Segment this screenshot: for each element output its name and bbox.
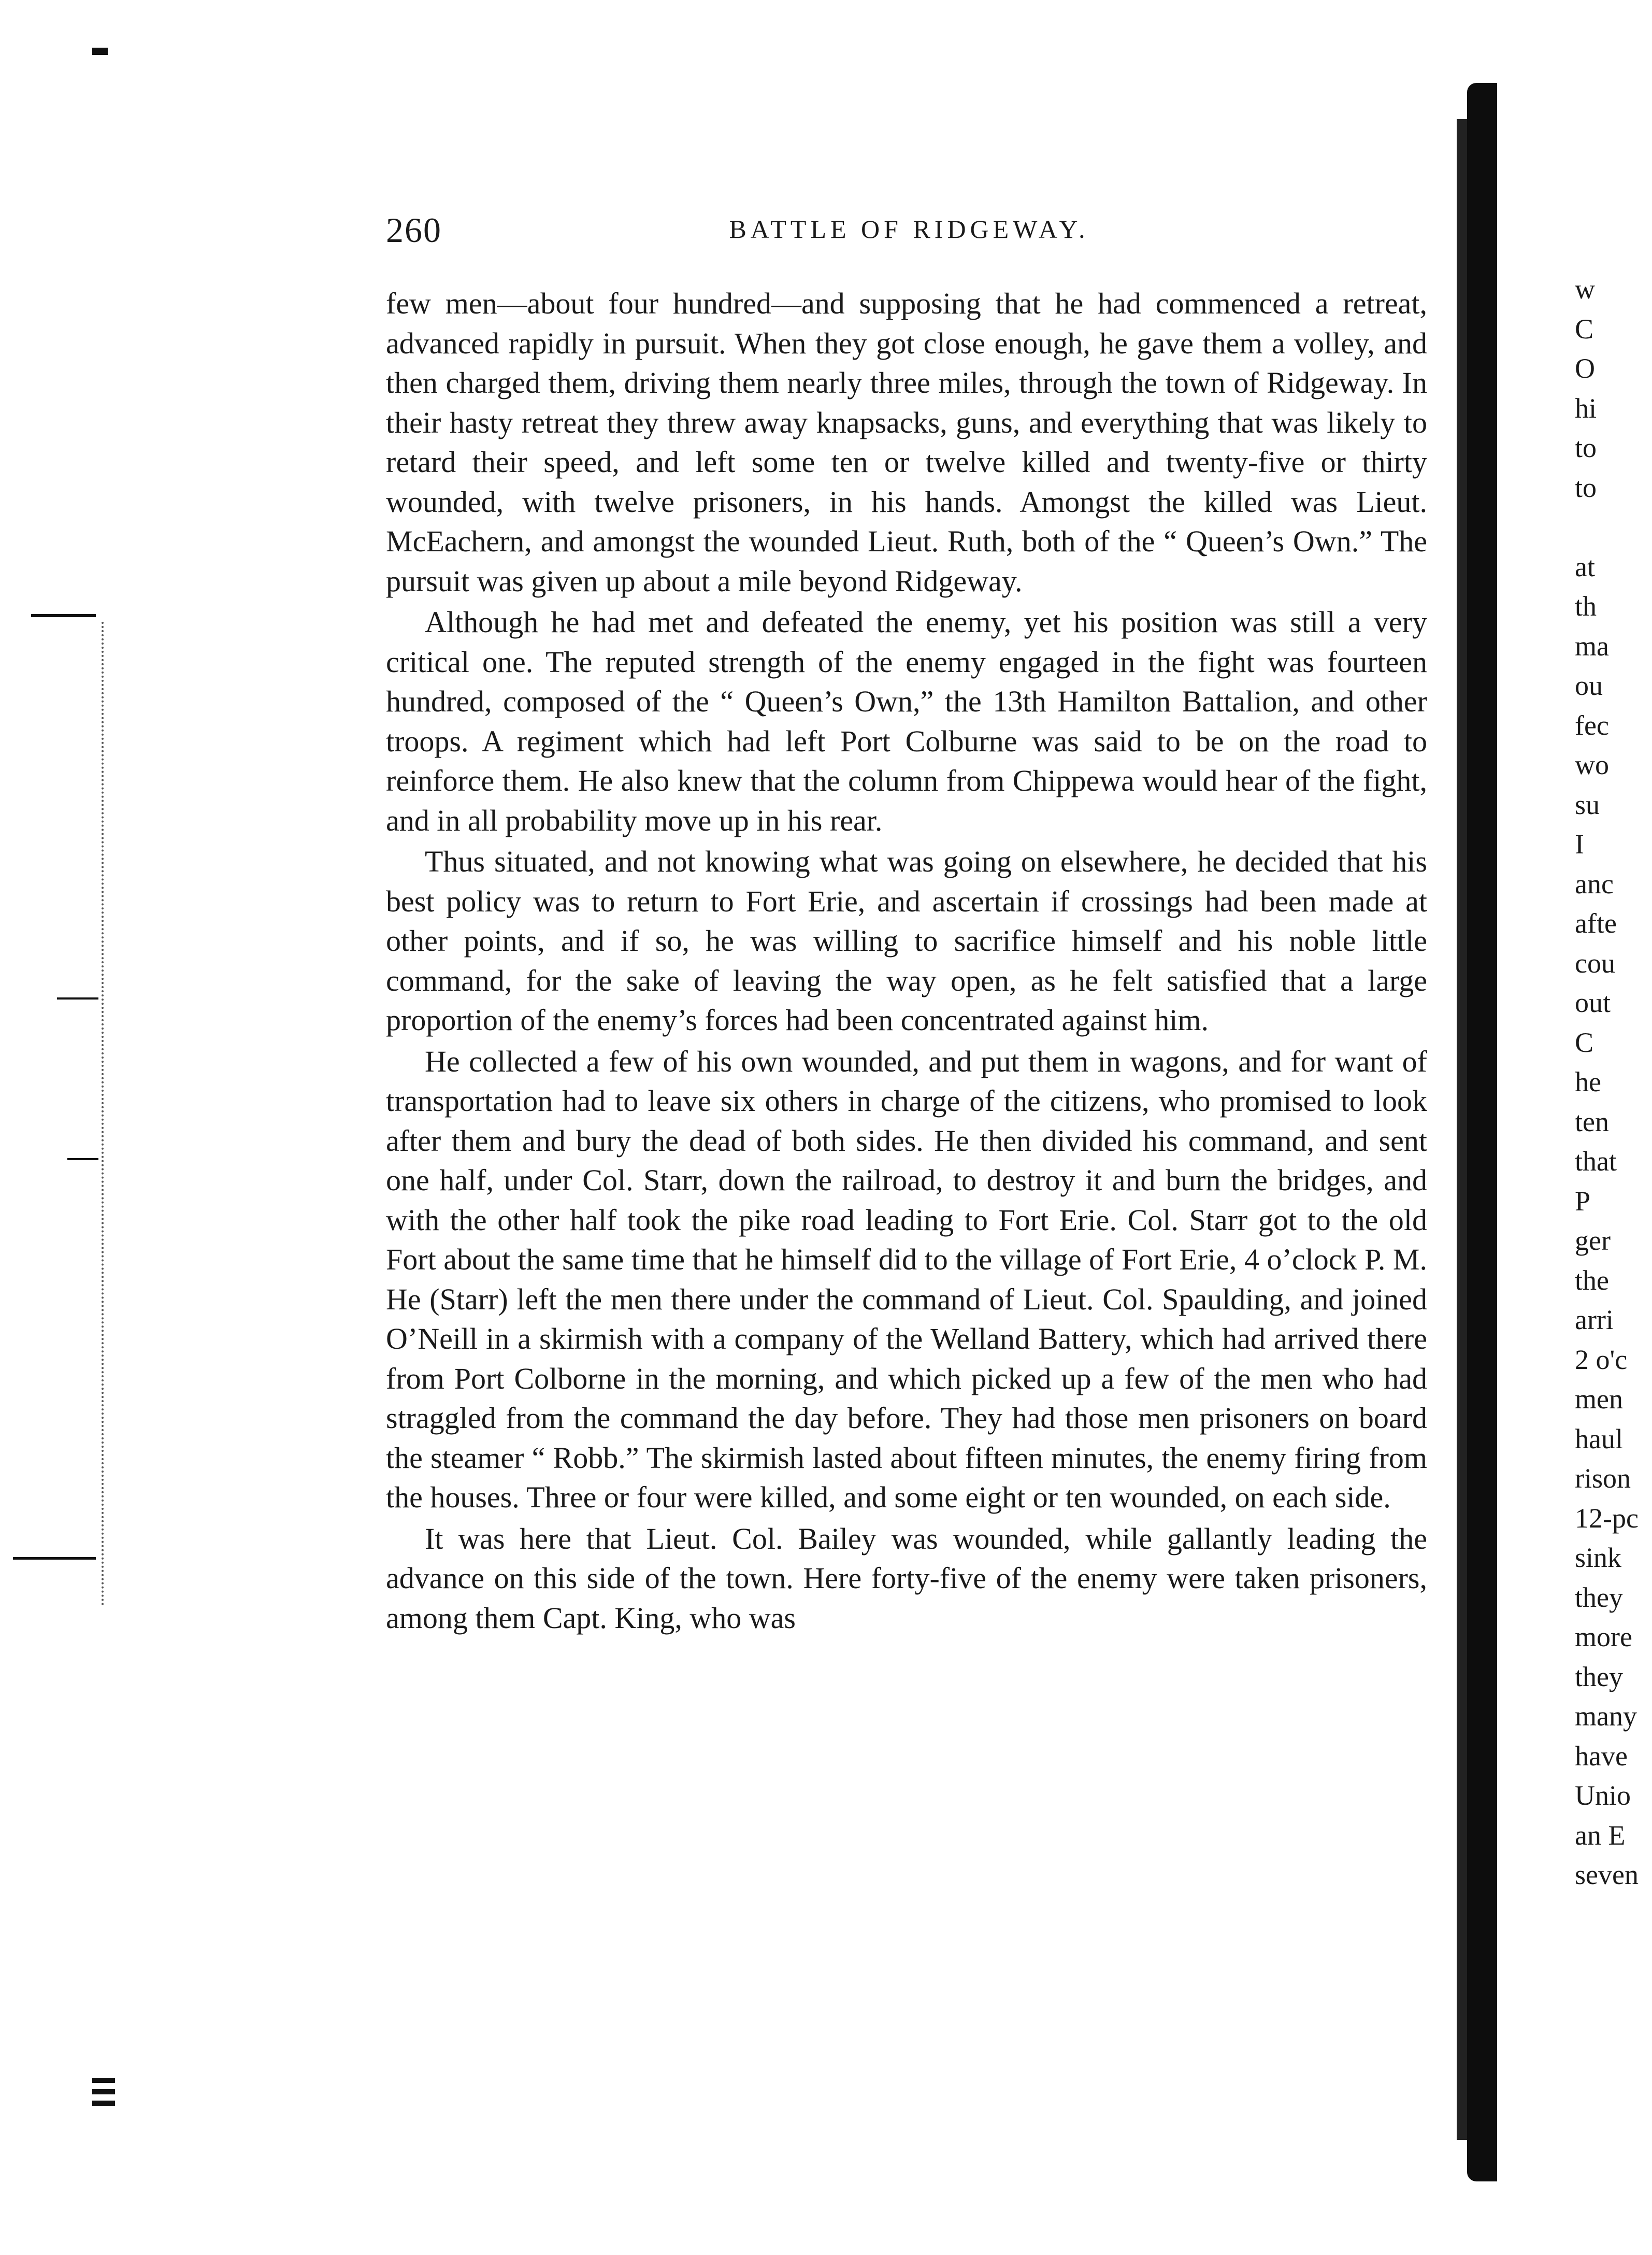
facing-page-line: ma: [1575, 630, 1609, 662]
facing-page-line: arri: [1575, 1304, 1614, 1335]
facing-page-line: 12-pc: [1575, 1502, 1639, 1534]
facing-page-line: P: [1575, 1185, 1591, 1217]
facing-page-line: he: [1575, 1066, 1601, 1097]
facing-page-line: fec: [1575, 709, 1609, 741]
facing-page-line: the: [1575, 1264, 1609, 1296]
facing-page-line: men: [1575, 1383, 1623, 1415]
margin-rule: [31, 614, 96, 617]
margin-rule: [57, 997, 98, 1000]
facing-page-fragment: [1575, 269, 1652, 1895]
left-margin-scan-noise: [102, 622, 107, 1606]
page-header: [386, 210, 1432, 256]
facing-page-line: seven: [1575, 1859, 1639, 1890]
facing-page-line: anc: [1575, 868, 1614, 900]
facing-page-line: su: [1575, 789, 1600, 820]
facing-page-line: have: [1575, 1740, 1628, 1772]
paragraph: He collected a few of his own wounded, and put them in wagons, and for want of transportation had to leave six others in charge of the citizens, who promised to look after them and bury the dead of both sides. He then divided his command, and sent one half, under Col. Starr, down the railroad, to destroy it and burn the bridges, and with the other half took the pike road leading to Fort Erie. Col. Starr got to the old Fort about the same time that he himself did to the village of Fort Erie, 4 o’clock P. M. He (Starr) left the men there under the command of Lieut. Col. Spaulding, and joined O’Neill in a skirmish with a company of the Welland Battery, which had arrived there from Port Colborne in the morning, and which picked up a few of the men who had straggled from the command the day before. They had those men prisoners on board the steamer “ Robb.” The skirmish lasted about fifteen minutes, the enemy firing from the houses. Three or four were killed, and some eight or ten wounded, on each side.: [386, 1044, 1427, 1514]
page-number: 260: [386, 210, 442, 250]
facing-page-line: an E: [1575, 1819, 1626, 1851]
facing-page-line: many: [1575, 1701, 1637, 1732]
scan-mark: [92, 2101, 115, 2106]
margin-rule: [67, 1158, 98, 1160]
margin-rule: [13, 1557, 96, 1560]
facing-page-line: haul: [1575, 1423, 1623, 1454]
facing-page-line: w: [1575, 274, 1595, 305]
body-text: [386, 284, 1427, 1638]
facing-page-line: rison: [1575, 1463, 1631, 1494]
running-title: BATTLE OF RIDGEWAY.: [729, 215, 1089, 244]
facing-page-line: they: [1575, 1581, 1623, 1613]
facing-page-line: cou: [1575, 947, 1615, 979]
facing-page-line: afte: [1575, 908, 1617, 939]
binding-gutter: [1467, 83, 1497, 2181]
facing-page-line: sink: [1575, 1542, 1622, 1573]
facing-page-line: [1575, 507, 1652, 547]
facing-page-line: ten: [1575, 1106, 1609, 1137]
facing-page-line: at: [1575, 551, 1595, 582]
facing-page-line: they: [1575, 1661, 1623, 1692]
scan-mark: [92, 2078, 115, 2083]
paragraph: few men—about four hundred—and supposing that he had commenced a retreat, advanced rapidly in pursuit. When they got close enough, he gave them a volley, and then charged them, driving them nearly three miles, through the town of Ridgeway. In their hasty retreat they threw away knapsacks, guns, and everything that was likely to retard their speed, and left some ten or twelve killed and twenty-five or thirty wounded, with twelve prisoners, in his hands. Amongst the killed was Lieut. McEachern, and amongst the wounded Lieut. Ruth, both of the “ Queen’s Own.” The pursuit was given up about a mile beyond Ridgeway.: [386, 287, 1427, 598]
scan-mark: [92, 48, 108, 55]
facing-page-line: wo: [1575, 749, 1609, 780]
facing-page-line: O: [1575, 353, 1595, 384]
facing-page-line: hi: [1575, 392, 1597, 424]
paragraph: Thus situated, and not knowing what was going on elsewhere, he decided that his best policy was to return to Fort Erie, and ascertain if crossings had been made at other points, and if so, he was willing to sacrifice himself and his noble little command, for the sake of leaving the way open, as he felt satisfied that a large proportion of the enemy’s forces had been concentrated against him.: [386, 845, 1427, 1037]
facing-page-line: that: [1575, 1146, 1617, 1177]
facing-page-line: out: [1575, 987, 1611, 1018]
paragraph: Although he had met and defeated the enemy, yet his position was still a very critical one. The reputed strength of the enemy engaged in the fight was fourteen hundred, composed of the “ Queen’s Own,” the 13th Hamilton Battalion, and other troops. A regiment which had left Port Colburne was said to be on the road to reinforce them. He also knew that the column from Chippewa would hear of the fight, and in all probability move up in his rear.: [386, 605, 1427, 837]
facing-page-line: C: [1575, 313, 1594, 345]
scan-mark: [92, 2089, 115, 2094]
facing-page-line: 2 o'c: [1575, 1344, 1628, 1375]
facing-page-line: to: [1575, 432, 1597, 463]
facing-page-line: ger: [1575, 1225, 1611, 1256]
paragraph: It was here that Lieut. Col. Bailey was wounded, while gallantly leading the advance on this side of the town. Here forty-five of the enemy were taken prisoners, among them Capt. King, who was: [386, 1521, 1427, 1635]
facing-page-line: more: [1575, 1621, 1632, 1652]
facing-page-line: I: [1575, 829, 1584, 860]
facing-page-line: ou: [1575, 670, 1603, 701]
facing-page-line: C: [1575, 1026, 1594, 1058]
facing-page-line: th: [1575, 591, 1597, 622]
facing-page-line: to: [1575, 472, 1597, 503]
facing-page-line: Unio: [1575, 1780, 1631, 1811]
